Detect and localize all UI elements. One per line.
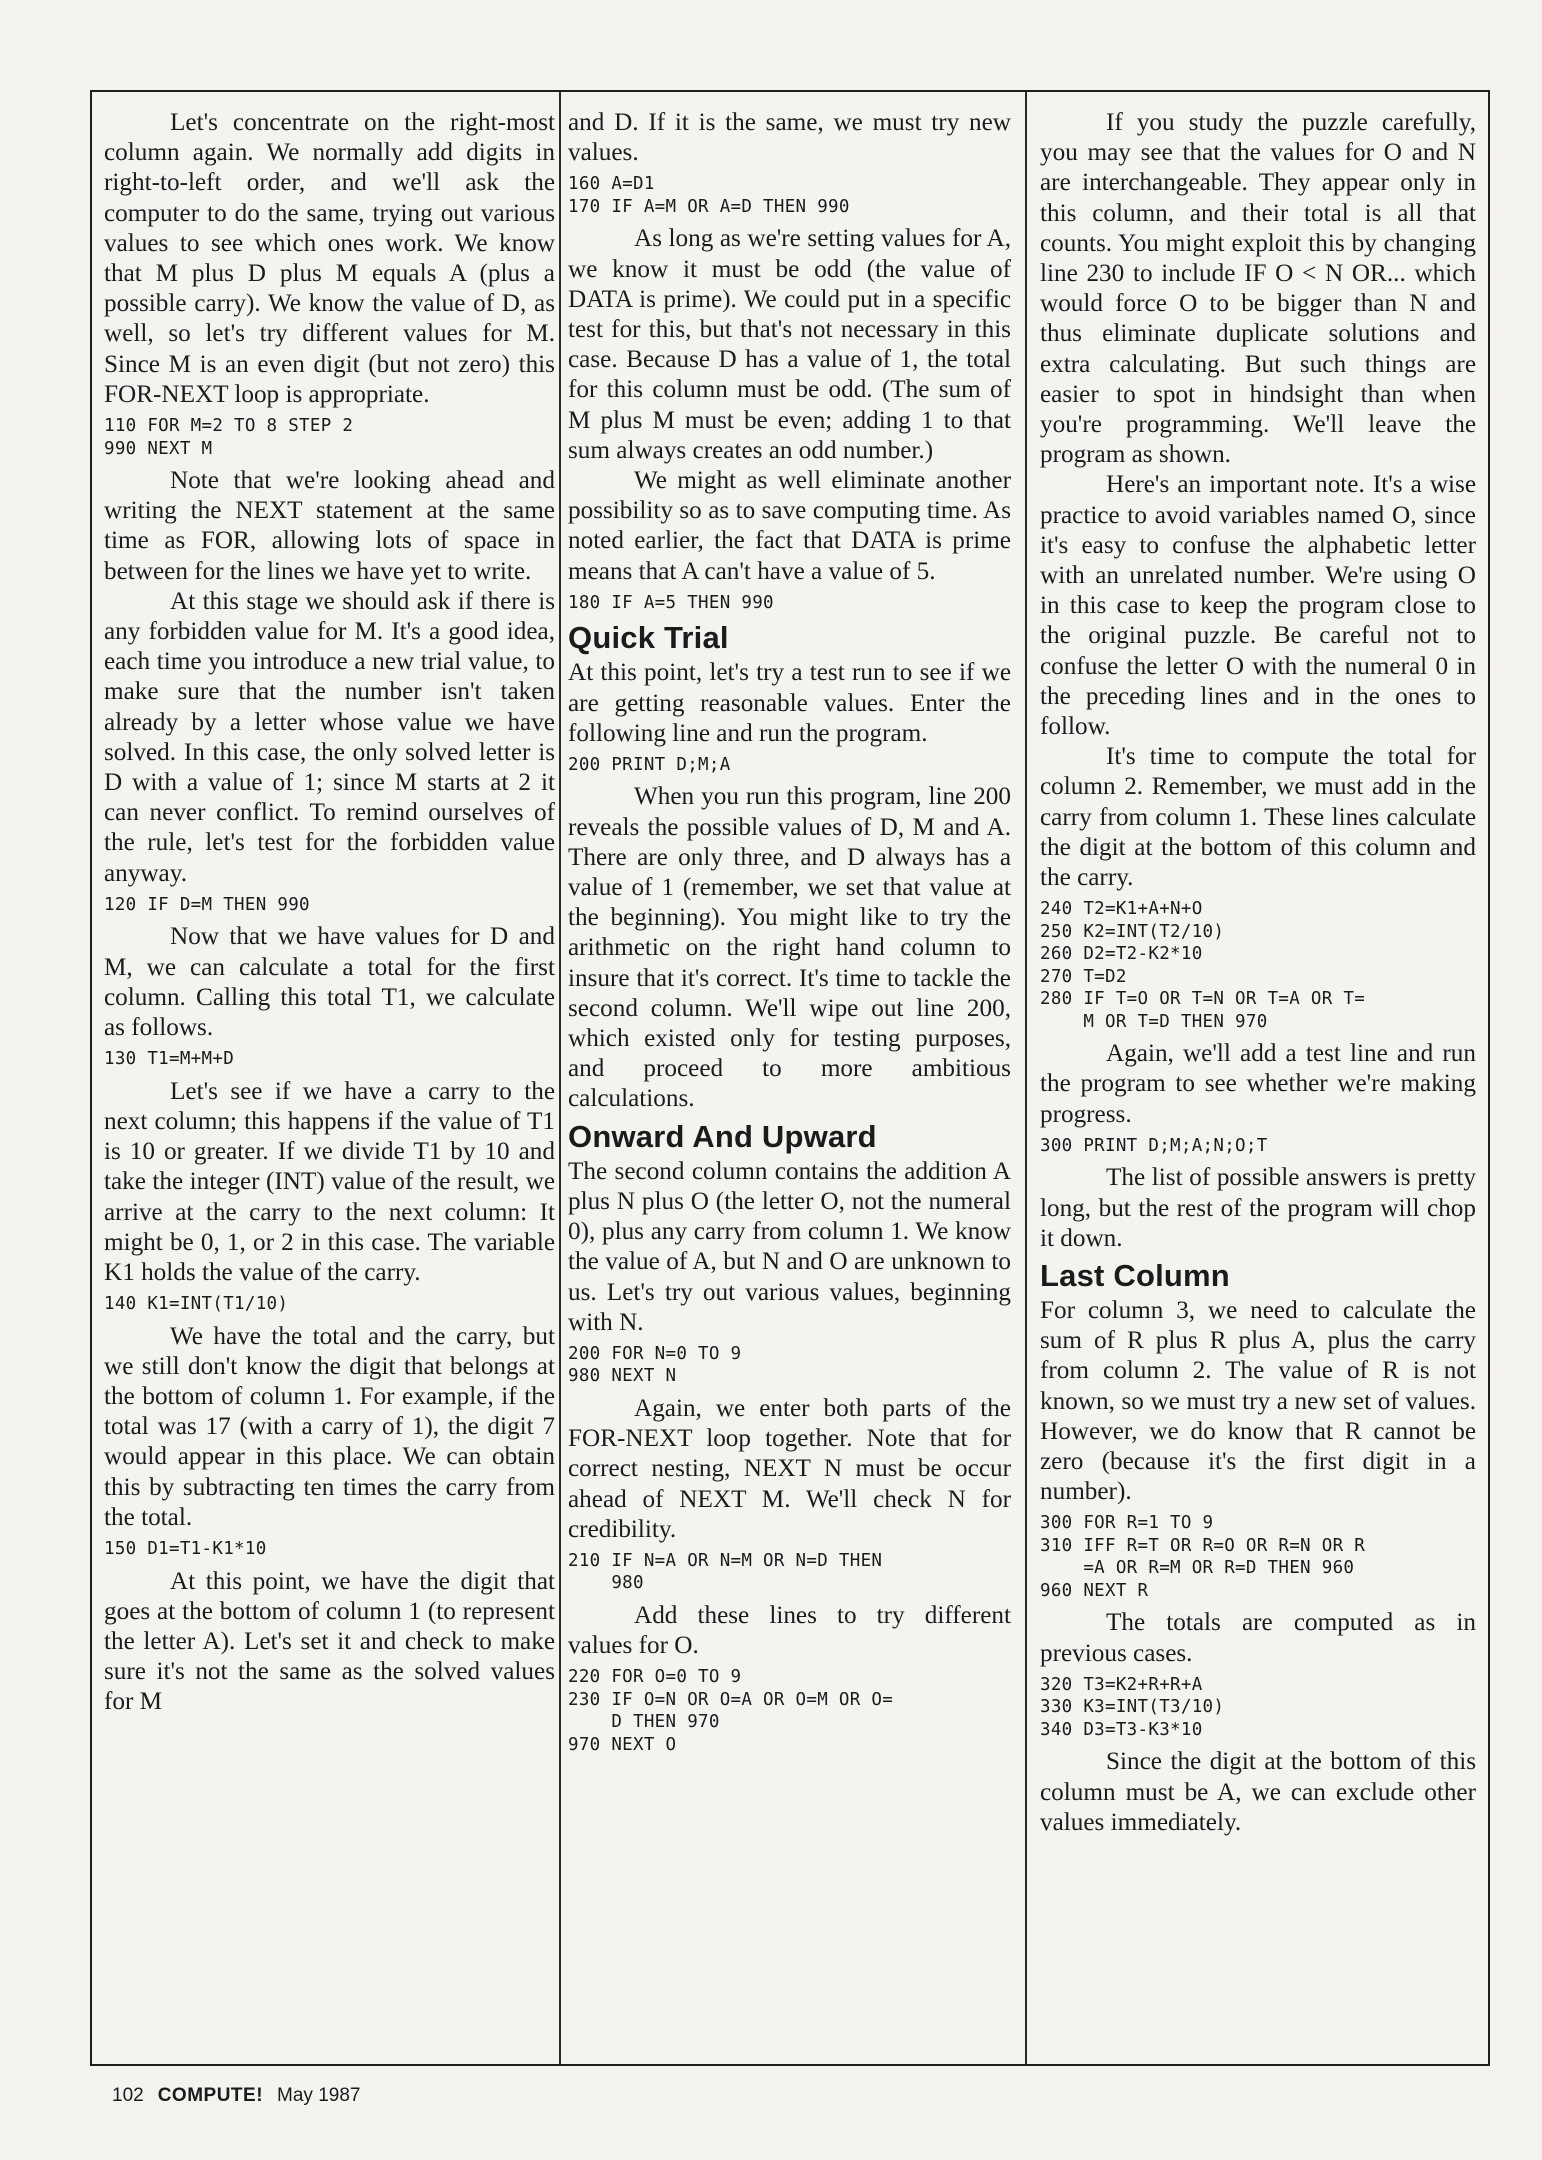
- code-listing: 200 PRINT D;M;A: [568, 754, 731, 775]
- paragraph: If you study the puzzle carefully, you may see that the values for O and N are interchangeable. They appear only in this column, and their total is all that counts. You might exploit this by changing line 230 to include IF O < N OR... which would force O to be bigger than N and thus eliminate duplicate solutions and extra calculating. But such things are easier to spot in hindsight than when you're programming. We'll leave the program as shown.: [1040, 109, 1476, 469]
- paragraph: Let's concentrate on the right-most column again. We normally add digits in right-to-left order, and we'll ask the computer to do the same, trying out various values to see which ones work. We know that M plus D plus M equals A (plus a possible carry). We know the value of D, as well, so let's try different values for M. Since M is an even digit (but not zero) this FOR-NEXT loop is appropriate.: [104, 109, 555, 408]
- code-listing: 320 T3=K2+R+R+A 330 K3=INT(T3/10) 340 D3=T3-K3*10: [1040, 1674, 1225, 1740]
- paragraph: The second column contains the addition A plus N plus O (the letter O, not the numeral 0), plus any carry from column 1. We know the value of A, but N and O are unknown to us. Let's try out various values, beginning with N.: [568, 1157, 1011, 1336]
- paragraph: The list of possible answers is pretty long, but the rest of the program will chop it down.: [1040, 1164, 1476, 1252]
- code-listing: 160 A=D1 170 IF A=M OR A=D THEN 990: [568, 174, 850, 217]
- article-column-3: [1040, 108, 1476, 1838]
- paragraph: The totals are computed as in previous cases.: [1040, 1609, 1476, 1667]
- page-footer: [112, 2085, 360, 2107]
- page-number: 102: [112, 2085, 144, 2106]
- paragraph: and D. If it is the same, we must try new values.: [568, 109, 1011, 167]
- paragraph: As long as we're setting values for A, we know it must be odd (the value of DATA is prime). We could put in a specific test for this, but that's not necessary in this case. Because D has a value of 1, the total for this column must be odd. (The sum of M plus M must be even; adding 1 to that sum always creates an odd number.): [568, 225, 1011, 464]
- paragraph: Since the digit at the bottom of this column must be A, we can exclude other values immediately.: [1040, 1748, 1476, 1836]
- section-heading: Quick Trial: [568, 620, 729, 656]
- paragraph: Add these lines to try different values for O.: [568, 1601, 1011, 1660]
- code-listing: 110 FOR M=2 TO 8 STEP 2 990 NEXT M: [104, 416, 354, 459]
- paragraph: Again, we'll add a test line and run the program to see whether we're making progress.: [1040, 1040, 1476, 1128]
- section-heading: Onward And Upward: [568, 1118, 877, 1154]
- paragraph: Note that we're looking ahead and writing the NEXT statement at the same time as FOR, allowing lots of space in between for the lines we have yet to write.: [104, 467, 555, 585]
- section-heading: Last Column: [1040, 1258, 1230, 1293]
- article-column-2: [568, 108, 1011, 1762]
- article-column-1: [104, 108, 555, 1718]
- paragraph: When you run this program, line 200 reveals the possible values of D, M and A. There are only three, and D always has a value of 1 (remember, we set that value at the beginning). You might like to try the arithmetic on the right hand column to insure that it's correct. It's time to tackle the second column. We'll wipe out line 200, which existed only for testing purposes, and proceed to more ambitious calculations.: [568, 783, 1011, 1113]
- code-listing: 120 IF D=M THEN 990: [104, 894, 310, 915]
- code-listing: 180 IF A=5 THEN 990: [568, 592, 774, 613]
- code-listing: 300 FOR R=1 TO 9 310 IFF R=T OR R=O OR R=N OR R =A OR R=M OR R=D THEN 960 960 NEXT R: [1040, 1513, 1366, 1601]
- paragraph: We might as well eliminate another possibility so as to save computing time. As noted earlier, the fact that DATA is prime means that A can't have a value of 5.: [568, 467, 1011, 585]
- paragraph: At this stage we should ask if there is any forbidden value for M. It's a good idea, each time you introduce a new trial value, to make sure that the number isn't taken already by a letter whose value we have solved. In this case, the only solved letter is D with a value of 1; since M starts at 2 it can never conflict. To remind ourselves of the rule, let's test for the forbidden value anyway.: [104, 587, 555, 887]
- code-listing: 300 PRINT D;M;A;N;O;T: [1040, 1135, 1268, 1156]
- paragraph: It's time to compute the total for column 2. Remember, we must add in the carry from column 1. These lines calculate the digit at the bottom of this column and the carry.: [1040, 743, 1476, 892]
- code-listing: 210 IF N=A OR N=M OR N=D THEN 980: [568, 1550, 883, 1594]
- code-listing: 240 T2=K1+A+N+O 250 K2=INT(T2/10) 260 D2=T2-K2*10 270 T=D2 280 IF T=O OR T=N OR T=A OR T= M OR T=D THEN 970: [1040, 899, 1366, 1032]
- code-listing: 200 FOR N=0 TO 9 980 NEXT N: [568, 1343, 742, 1387]
- paragraph: For column 3, we need to calculate the sum of R plus R plus A, plus the carry from column 2. The value of R is not known, so we must try a new set of values. However, we do know that R cannot be zero (because it's the first digit in a number).: [1040, 1297, 1476, 1506]
- column-divider: [1025, 92, 1027, 2064]
- paragraph: At this point, let's try a test run to see if we are getting reasonable values. Enter the following line and run the program.: [568, 659, 1011, 747]
- code-listing: 220 FOR O=0 TO 9 230 IF O=N OR O=A OR O=M OR O= D THEN 970 970 NEXT O: [568, 1667, 894, 1755]
- paragraph: Here's an important note. It's a wise practice to avoid variables named O, since it's easy to confuse the alphabetic letter with an unrelated number. We're using O in this case to keep the program close to the original puzzle. Be careful not to confuse the letter O with the numeral 0 in the preceding lines and in the ones to follow.: [1040, 471, 1476, 741]
- code-listing: 140 K1=INT(T1/10): [104, 1294, 289, 1315]
- paragraph: Now that we have values for D and M, we can calculate a total for the first column. Calling this total T1, we calculate as follows.: [104, 923, 555, 1041]
- paragraph: We have the total and the carry, but we still don't know the digit that belongs at the bottom of column 1. For example, if the total was 17 (with a carry of 1), the digit 7 would appear in this place. We can obtain this by subtracting ten times the carry from the total.: [104, 1322, 555, 1531]
- paragraph: At this point, we have the digit that goes at the bottom of column 1 (to represent the letter A). Let's set it and check to make sure it's not the same as the solved values for M: [104, 1567, 555, 1716]
- column-divider: [559, 92, 561, 2064]
- paragraph: Again, we enter both parts of the FOR-NEXT loop together. Note that for correct nesting, NEXT N must be occur ahead of NEXT M. We'll check N for credibility.: [568, 1394, 1011, 1543]
- code-listing: 150 D1=T1-K1*10: [104, 1539, 267, 1560]
- magazine-name: COMPUTE!: [157, 2085, 264, 2106]
- paragraph: Let's see if we have a carry to the next column; this happens if the value of T1 is 10 or greater. If we divide T1 by 10 and take the integer (INT) value of the result, we arrive at the carry to the next column: It might be 0, 1, or 2 in this case. The variable K1 holds the value of the carry.: [104, 1077, 555, 1286]
- issue-date: May 1987: [277, 2085, 361, 2106]
- code-listing: 130 T1=M+M+D: [104, 1049, 235, 1070]
